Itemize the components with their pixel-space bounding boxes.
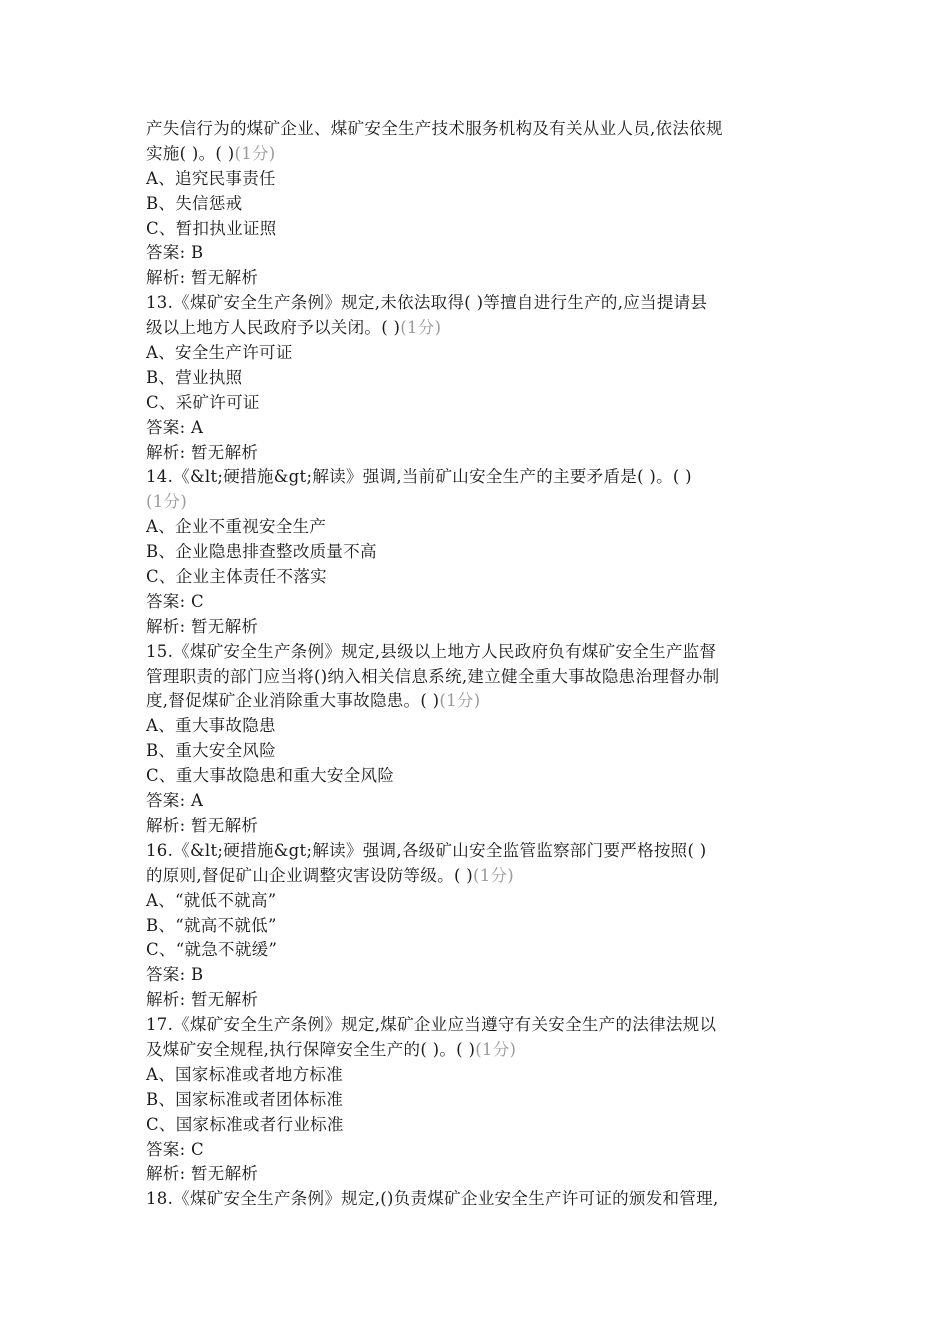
score-label: (1分) (475, 1039, 517, 1059)
option-c: C、企业主体责任不落实 (146, 567, 327, 587)
question-stem-line: 18.《煤矿安全生产条例》规定,()负责煤矿企业安全生产许可证的颁发和管理, (146, 1189, 719, 1209)
option-a: A、企业不重视安全生产 (146, 517, 327, 537)
score-label: (1分) (400, 318, 442, 338)
analysis-line: 解析: 暂无解析 (146, 442, 259, 462)
option-c: C、“就急不就缓” (146, 940, 278, 960)
option-a: A、安全生产许可证 (146, 343, 293, 363)
answer-line: 答案: B (146, 965, 204, 985)
option-a: A、国家标准或者地方标准 (146, 1064, 344, 1084)
question-stem-line: 13.《煤矿安全生产条例》规定,未依法取得( )等擅自进行生产的,应当提请县 (146, 293, 708, 313)
analysis-line: 解析: 暂无解析 (146, 616, 259, 636)
option-a: A、追究民事责任 (146, 168, 276, 188)
answer-line: 答案: B (146, 243, 204, 263)
question-stem-line: 16.《&lt;硬措施&gt;解读》强调,各级矿山安全监管监察部门要严格按照( ) (146, 840, 707, 860)
question-stem-line: 管理职责的部门应当将()纳入相关信息系统,建立健全重大事故隐患治理督办制 (146, 666, 720, 686)
answer-line: 答案: A (146, 791, 204, 811)
analysis-line: 解析: 暂无解析 (146, 990, 259, 1010)
score-label: (1分) (472, 865, 515, 885)
option-c: C、采矿许可证 (146, 392, 260, 412)
analysis-line: 解析: 暂无解析 (146, 1164, 259, 1184)
option-c: C、暂扣执业证照 (146, 218, 277, 238)
answer-line: 答案: C (146, 591, 204, 611)
option-c: C、重大事故隐患和重大安全风险 (146, 766, 395, 786)
option-a: A、重大事故隐患 (146, 716, 276, 736)
option-b: B、重大安全风险 (146, 741, 277, 761)
score-label: (1分) (146, 492, 188, 512)
question-stem-line: 级以上地方人民政府予以关闭。( )(1分) (146, 318, 442, 338)
document-page (146, 117, 810, 1212)
option-b: B、企业隐患排查整改质量不高 (146, 542, 377, 562)
score-label: (1分) (439, 691, 481, 711)
option-b: B、国家标准或者团体标准 (146, 1089, 344, 1109)
option-b: B、失信惩戒 (146, 193, 243, 213)
option-b: B、“就高不就低” (146, 915, 277, 935)
score-label: (1分) (234, 143, 276, 163)
option-c: C、国家标准或者行业标准 (146, 1114, 344, 1134)
analysis-line: 解析: 暂无解析 (146, 815, 259, 835)
question-stem-line: 度,督促煤矿企业消除重大事故隐患。( )(1分) (146, 691, 481, 711)
answer-line: 答案: C (146, 1139, 204, 1159)
question-stem-line: 的原则,督促矿山企业调整灾害设防等级。( )(1分) (146, 865, 515, 885)
question-stem-line: 14.《&lt;硬措施&gt;解读》强调,当前矿山安全生产的主要矛盾是( )。( ) (146, 467, 692, 487)
question-stem-line: 实施( )。( )(1分) (146, 143, 276, 163)
question-stem-line: 17.《煤矿安全生产条例》规定,煤矿企业应当遵守有关安全生产的法律法规以 (146, 1015, 717, 1035)
question-stem-line: 及煤矿安全规程,执行保障安全生产的( )。( )(1分) (146, 1039, 517, 1059)
answer-line: 答案: A (146, 417, 204, 437)
option-b: B、营业执照 (146, 367, 243, 387)
question-stem-line: 产失信行为的煤矿企业、煤矿安全生产技术服务机构及有关从业人员,依法依规 (146, 119, 723, 138)
question-stem-line: 15.《煤矿安全生产条例》规定,县级以上地方人民政府负有煤矿安全生产监督 (146, 641, 717, 661)
option-a: A、“就低不就高” (146, 890, 277, 910)
analysis-line: 解析: 暂无解析 (146, 268, 259, 288)
